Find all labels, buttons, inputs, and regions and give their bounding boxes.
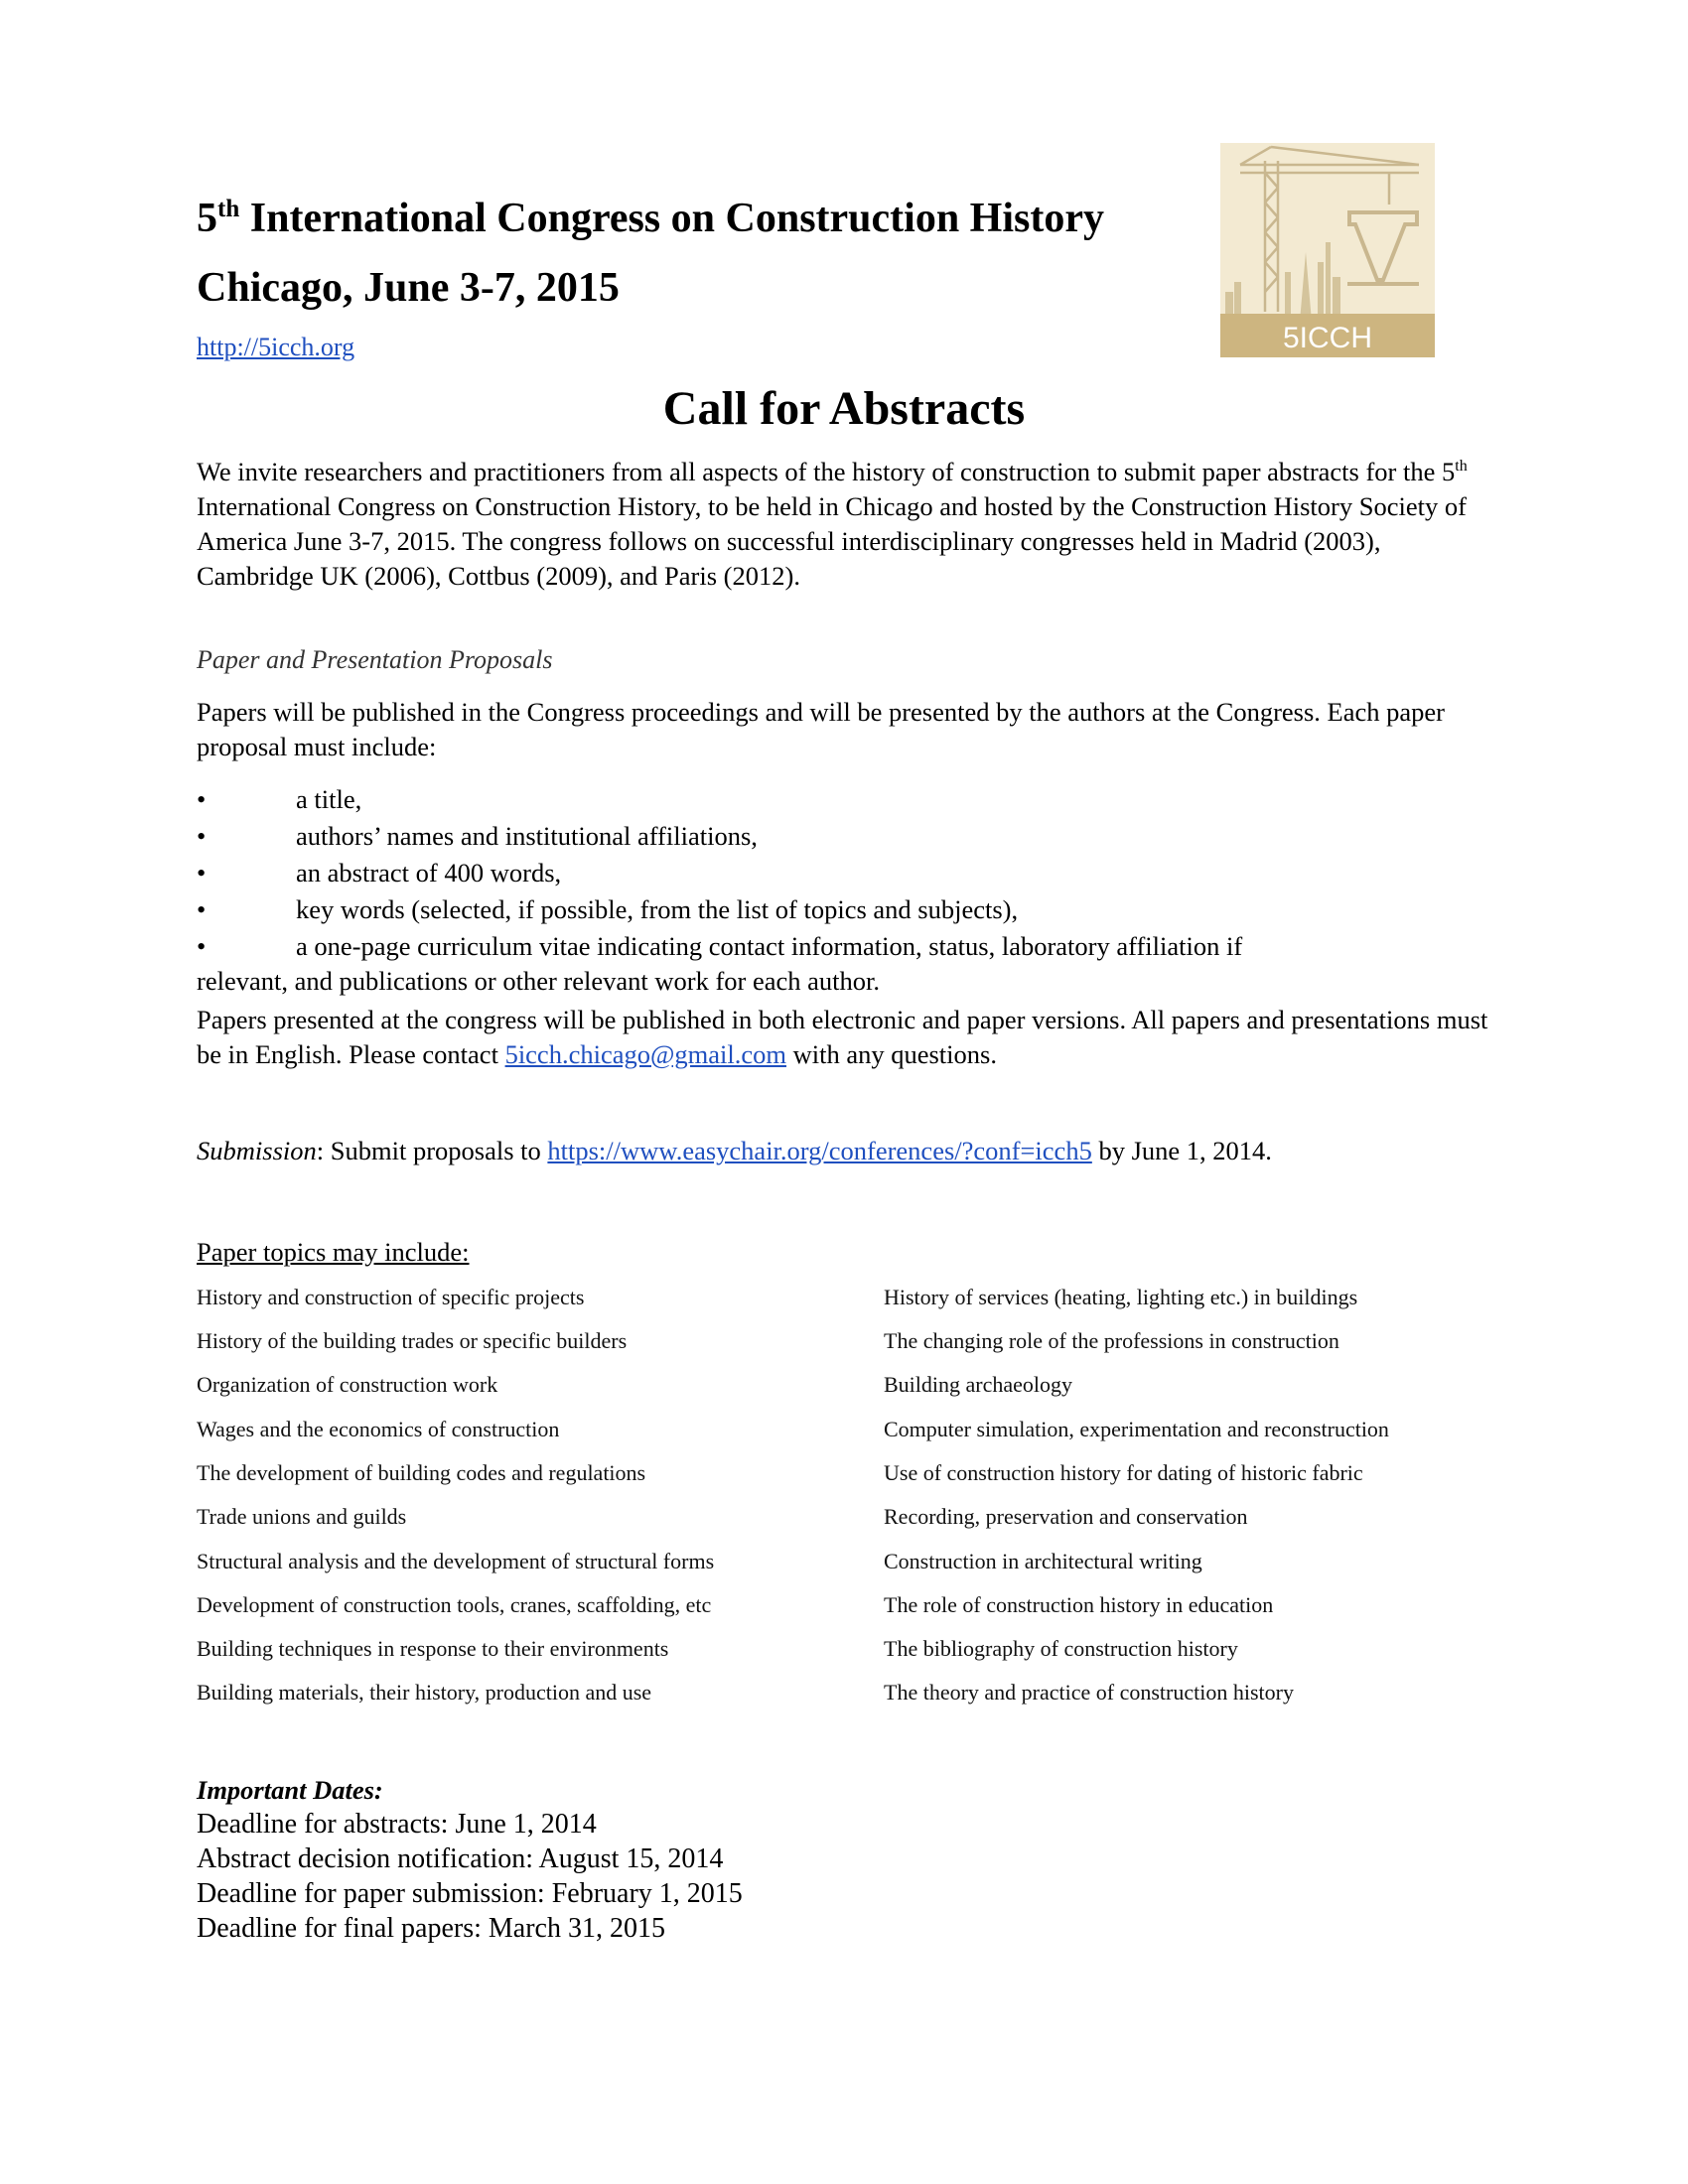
bullet-item [197, 929, 1242, 964]
bullet-continuation: relevant, and publications or other relevant work for each author. [197, 966, 881, 996]
call-for-abstracts-heading: Call for Abstracts [662, 382, 1026, 435]
proposals-heading: Paper and Presentation Proposals [197, 645, 553, 674]
topic-item: History of services (heating, lighting etc.) in buildings [884, 1285, 1358, 1309]
dates-heading: Important Dates: [197, 1775, 383, 1805]
easychair-link[interactable]: https://www.easychair.org/conferences/?conf=icch5 [547, 1136, 1092, 1165]
bullet-icon: • [197, 894, 207, 924]
topic-item: History and construction of specific projects [197, 1285, 585, 1309]
topic-item: History of the building trades or specific builders [197, 1328, 628, 1353]
topic-item: Use of construction history for dating of historic fabric [884, 1460, 1363, 1485]
topic-item: The development of building codes and regulations [197, 1460, 646, 1485]
date-item: Abstract decision notification: August 15, 2014 [197, 1843, 724, 1874]
topic-item: The theory and practice of construction history [884, 1680, 1294, 1705]
publication-paragraph [197, 1003, 1489, 1072]
submission-line [197, 1136, 1272, 1166]
title-ordinal: 5 [197, 196, 217, 241]
topic-item: Computer simulation, experimentation and reconstruction [884, 1417, 1389, 1441]
topic-item: Development of construction tools, cranes, scaffolding, etc [197, 1592, 712, 1617]
topic-item: The role of construction history in education [884, 1592, 1274, 1617]
bullet-icon: • [197, 858, 207, 887]
date-item: Deadline for paper submission: February 1, 2015 [197, 1878, 743, 1909]
bullet-icon: • [197, 821, 207, 851]
submission-deadline: by June 1, 2014. [1091, 1136, 1272, 1165]
topic-item: Construction in architectural writing [884, 1549, 1202, 1573]
bullet-text: an abstract of 400 words, [296, 858, 562, 887]
topic-item: Wages and the economics of construction [197, 1417, 560, 1441]
bullet-item [197, 856, 561, 890]
bullet-item [197, 782, 361, 817]
date-item: Deadline for final papers: March 31, 2015 [197, 1913, 665, 1944]
topic-item: The changing role of the professions in construction [884, 1328, 1339, 1353]
topic-item: Organization of construction work [197, 1372, 498, 1397]
bullet-icon: • [197, 931, 207, 961]
topics-heading: Paper topics may include: [197, 1237, 470, 1267]
congress-logo [1220, 143, 1435, 357]
intro-part1: We invite researchers and practitioners from all aspects of the history of construction to submit paper abstracts for the 5 [197, 457, 1456, 486]
submission-label: Submission [197, 1136, 317, 1165]
bullet-text: a one-page curriculum vitae indicating contact information, status, laboratory affiliation if [296, 931, 1243, 961]
title-rest: International Congress on Construction History [239, 196, 1104, 241]
intro-superscript: th [1455, 458, 1468, 476]
page-title [197, 195, 1104, 242]
contact-email-link[interactable]: 5icch.chicago@gmail.com [504, 1039, 786, 1069]
topic-item: Structural analysis and the development of structural forms [197, 1549, 715, 1573]
topic-item: Trade unions and guilds [197, 1504, 407, 1529]
pub-part2: with any questions. [785, 1039, 997, 1069]
intro-part2: International Congress on Construction History, to be held in Chicago and hosted by the Construction History Society of America June 3-7, 2015. The congress follows on successful interdisciplinary congresses held in Madrid (2003), Cambridge UK (2006), Cottbus (2009), and Paris (2012). [197, 491, 1467, 591]
bullet-text: authors’ names and institutional affiliations, [296, 821, 758, 851]
topic-item: Recording, preservation and conservation [884, 1504, 1248, 1529]
bullet-item [197, 819, 758, 854]
bullet-icon: • [197, 784, 207, 814]
intro-paragraph [197, 455, 1489, 594]
topic-item: The bibliography of construction history [884, 1636, 1238, 1661]
topic-item: Building archaeology [884, 1372, 1073, 1397]
topic-item: Building techniques in response to their environments [197, 1636, 669, 1661]
date-item: Deadline for abstracts: June 1, 2014 [197, 1809, 597, 1840]
submission-text: : Submit proposals to [316, 1136, 548, 1165]
pub-part1: Papers presented at the congress will be published in both electronic and paper versions. All papers and presentations must be in English. Please contact [197, 1005, 1488, 1069]
bullet-text: a title, [296, 784, 362, 814]
bullet-text: key words (selected, if possible, from the list of topics and subjects), [296, 894, 1019, 924]
proposals-paragraph: Papers will be published in the Congress proceedings and will be presented by the authors at the Congress. Each paper proposal must include: [197, 697, 1445, 761]
bullet-item [197, 892, 1018, 927]
topic-item: Building materials, their history, production and use [197, 1680, 652, 1705]
logo-text: 5ICCH [1282, 322, 1373, 354]
title-superscript: th [217, 196, 240, 222]
page-subtitle: Chicago, June 3-7, 2015 [197, 265, 620, 311]
congress-url-link[interactable]: http://5icch.org [197, 333, 355, 361]
